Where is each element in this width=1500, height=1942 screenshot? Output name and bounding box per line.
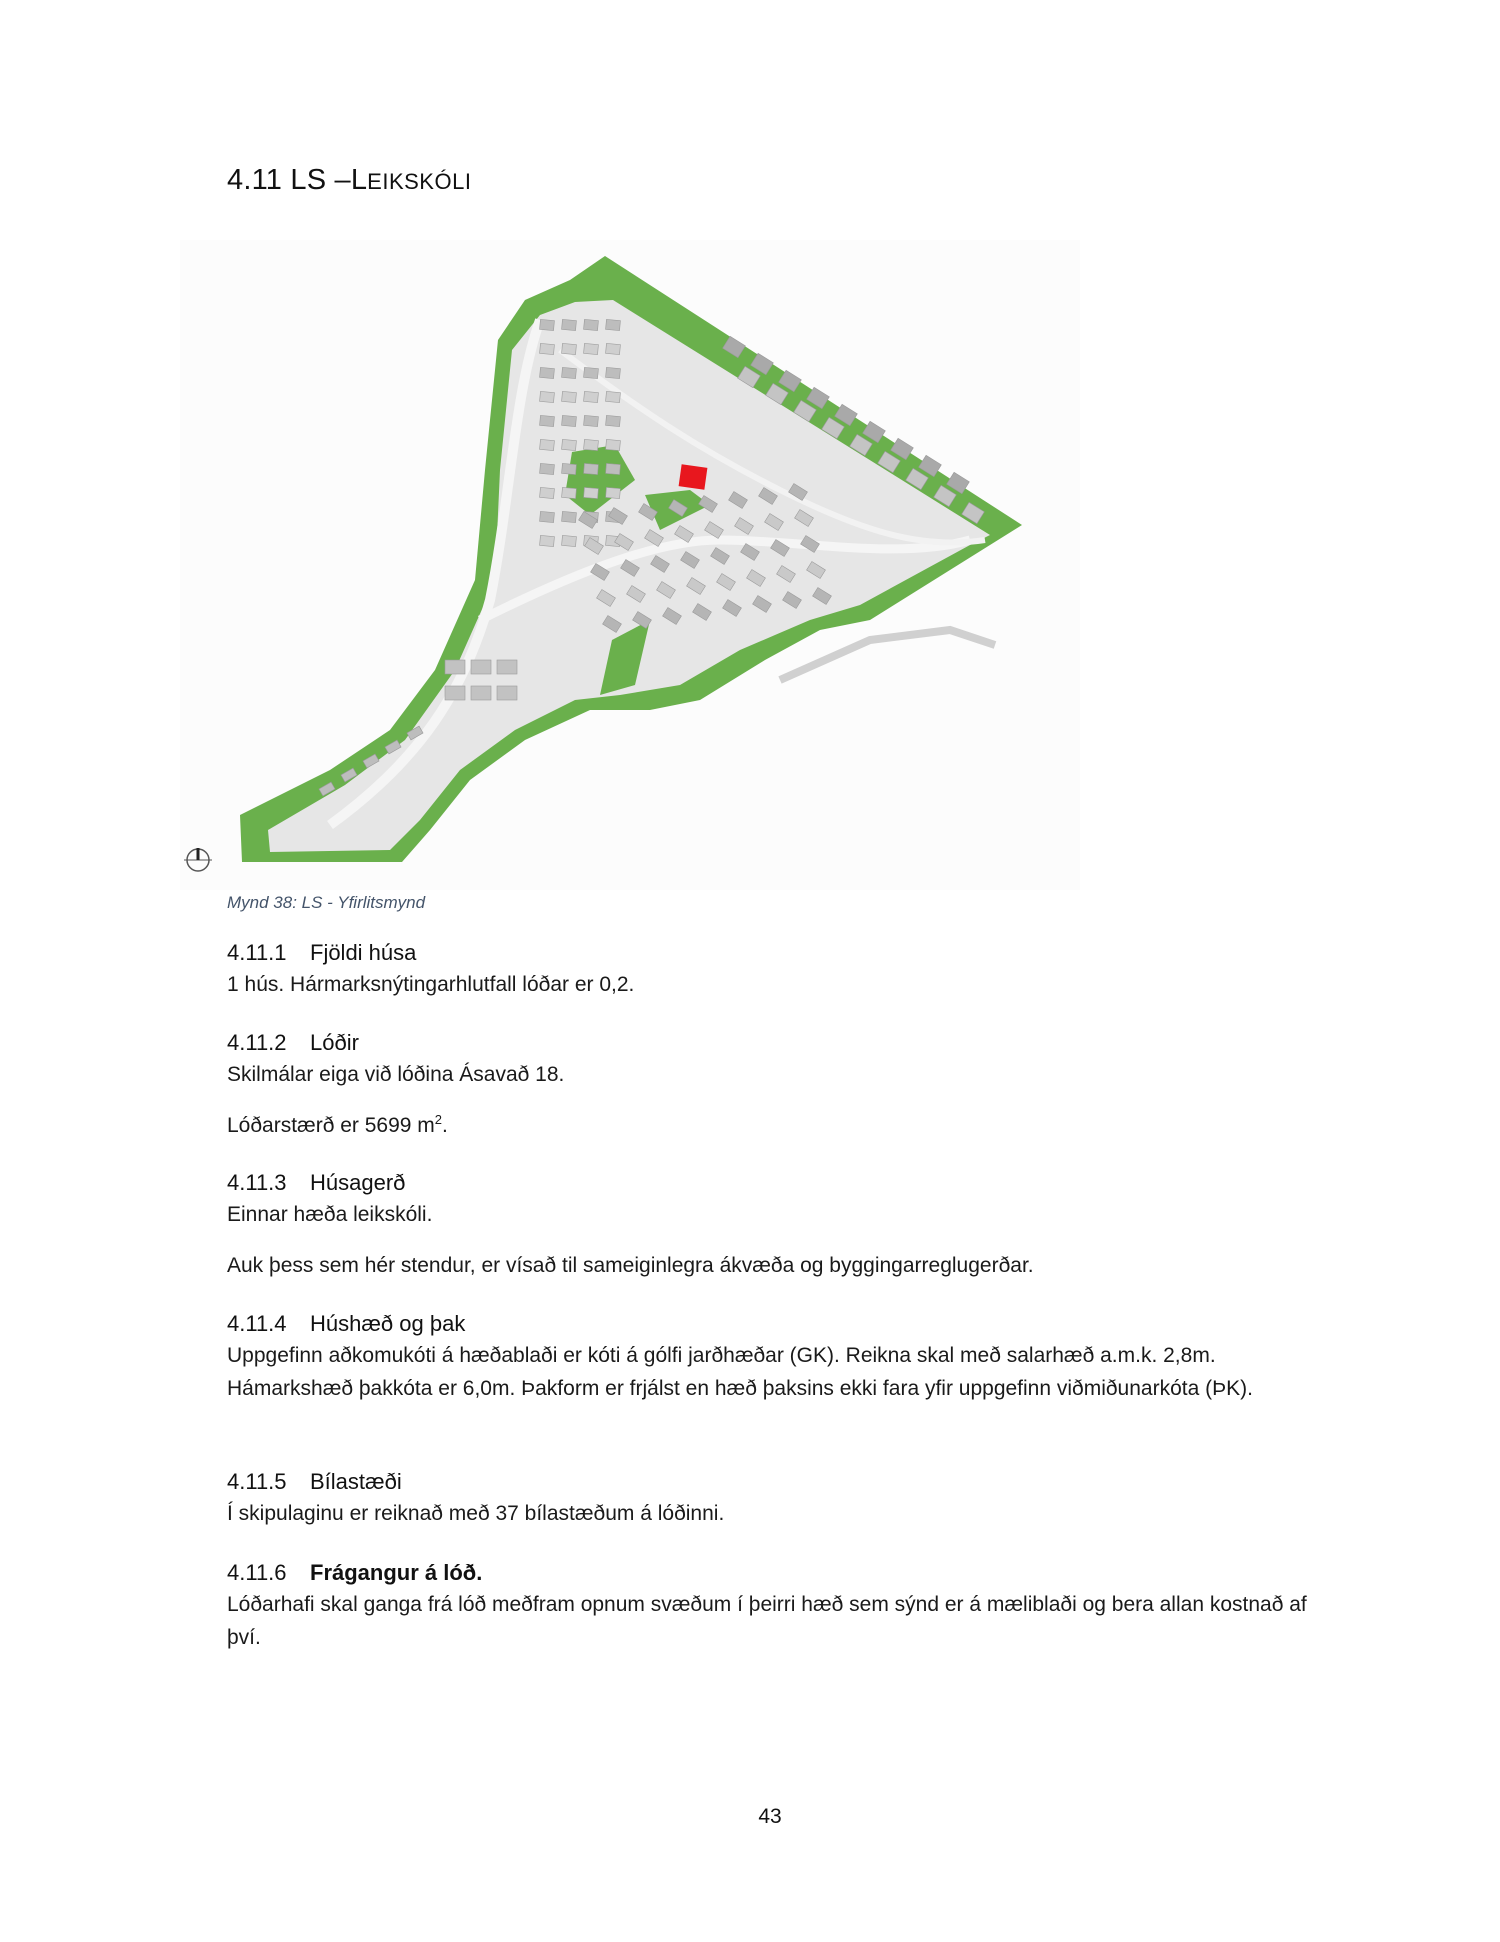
section-paragraph: Uppgefinn aðkomukóti á hæðablaði er kóti á gólfi jarðhæðar (GK). Reikna skal með salarhæð a.m.k. 2,8m. Hámarkshæð þakkóta er 6,0m. Þakform er frjálst en hæð þaksins ekki fara yfir uppgefinn viðmiðunarkóta (ÞK). xyxy=(227,1344,1253,1400)
section-paragraph: Einnar hæða leikskóli. xyxy=(227,1203,433,1226)
building-block xyxy=(471,686,491,700)
heading-title-rest: EIKSKÓLI xyxy=(367,169,472,194)
building-block xyxy=(584,391,599,402)
section-paragraph: Í skipulaginu er reiknað með 37 bílastæðum á lóðinni. xyxy=(227,1502,725,1525)
section-title: Lóðir xyxy=(310,1030,359,1055)
building-block xyxy=(562,439,577,450)
building-block xyxy=(540,367,555,378)
building-block xyxy=(584,367,599,378)
section-heading xyxy=(227,1168,1327,1198)
heading-title-first: L xyxy=(350,164,368,196)
building-block xyxy=(540,415,555,426)
building-block xyxy=(606,439,621,450)
section-paragraph: Lóðarhafi skal ganga frá lóð meðfram opnum svæðum í þeirri hæð sem sýnd er á mæliblaði og bera allan kostnað af því. xyxy=(227,1593,1307,1649)
building-block xyxy=(540,535,555,546)
section-heading xyxy=(227,1028,1327,1058)
heading-code: LS – xyxy=(290,164,351,196)
figure-caption: Mynd 38: LS - Yfirlitsmynd xyxy=(227,893,426,912)
building-block xyxy=(562,415,577,426)
section-finishing xyxy=(227,1558,1327,1654)
area-end: . xyxy=(442,1114,448,1137)
building-block xyxy=(606,343,621,354)
highlighted-plot xyxy=(679,464,708,489)
area-text: Lóðarstærð er 5699 m xyxy=(227,1114,435,1137)
section-title: Húsagerð xyxy=(310,1170,406,1195)
page-title xyxy=(227,164,471,197)
building-block xyxy=(606,463,621,474)
section-house-type xyxy=(227,1168,1327,1282)
building-block xyxy=(584,319,599,330)
page-number: 43 xyxy=(758,1805,782,1828)
building-block xyxy=(562,391,577,402)
section-parking xyxy=(227,1467,1327,1530)
building-block xyxy=(540,511,555,522)
building-block xyxy=(445,660,465,674)
site-plan-map xyxy=(180,240,1080,890)
section-number: 4.11.4 xyxy=(227,1311,287,1336)
building-block xyxy=(540,463,555,474)
section-paragraph: Skilmálar eiga við lóðina Ásavað 18. xyxy=(227,1063,565,1086)
section-height-and-roof xyxy=(227,1309,1327,1405)
building-block xyxy=(606,319,621,330)
building-block xyxy=(540,391,555,402)
building-block xyxy=(562,487,577,498)
building-block xyxy=(606,367,621,378)
building-block xyxy=(497,660,517,674)
section-title: Fjöldi húsa xyxy=(310,940,417,965)
area-superscript: 2 xyxy=(434,1112,443,1127)
section-heading xyxy=(227,1467,1327,1497)
building-block xyxy=(562,511,577,522)
building-block xyxy=(606,415,621,426)
section-number: 4.11.2 xyxy=(227,1030,287,1055)
building-block xyxy=(562,535,577,546)
section-plots xyxy=(227,1028,1327,1142)
building-block xyxy=(584,343,599,354)
building-block xyxy=(540,439,555,450)
building-block xyxy=(471,660,491,674)
building-block xyxy=(540,487,555,498)
building-block xyxy=(540,319,555,330)
building-block xyxy=(562,343,577,354)
building-block xyxy=(540,343,555,354)
building-block xyxy=(562,319,577,330)
section-title: Bílastæði xyxy=(310,1469,402,1494)
section-heading xyxy=(227,1309,1327,1339)
section-heading xyxy=(227,938,1327,968)
section-heading xyxy=(227,1558,1327,1588)
building-block xyxy=(497,686,517,700)
section-paragraph: 1 hús. Hármarksnýtingarhlutfall lóðar er 0,2. xyxy=(227,973,635,996)
building-block xyxy=(606,391,621,402)
section-title: Frágangur á lóð. xyxy=(310,1560,483,1585)
section-number: 4.11.5 xyxy=(227,1469,287,1494)
section-title: Húshæð og þak xyxy=(310,1311,466,1336)
building-block xyxy=(584,415,599,426)
building-block xyxy=(584,463,599,474)
section-number-of-houses xyxy=(227,938,1327,1001)
building-block xyxy=(584,487,599,498)
section-number: 4.11.3 xyxy=(227,1170,287,1195)
heading-number: 4.11 xyxy=(227,164,283,196)
section-paragraph: Auk þess sem hér stendur, er vísað til sameiginlegra ákvæða og byggingarreglugerðar. xyxy=(227,1254,1034,1277)
building-block xyxy=(606,487,621,498)
building-block xyxy=(562,463,577,474)
plot-area-paragraph xyxy=(227,1109,1327,1142)
section-number: 4.11.6 xyxy=(227,1560,287,1585)
building-block xyxy=(584,439,599,450)
building-block xyxy=(562,367,577,378)
section-number: 4.11.1 xyxy=(227,940,287,965)
building-block xyxy=(445,686,465,700)
